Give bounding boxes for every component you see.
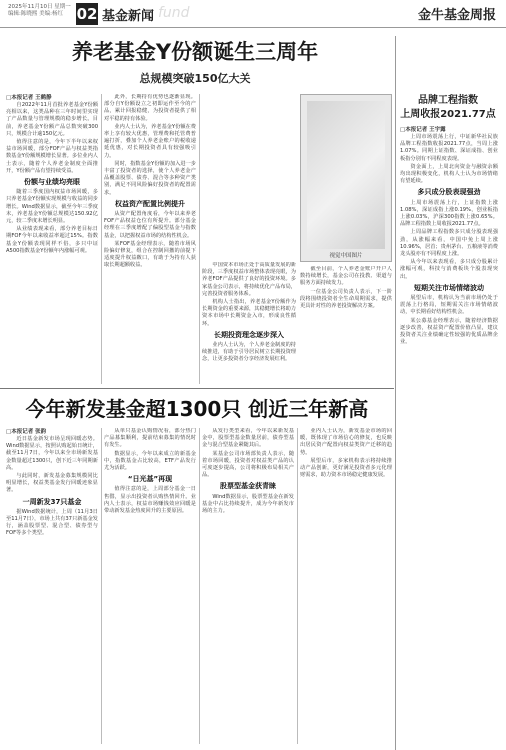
photo-image (307, 101, 385, 249)
story2-column-3 (202, 428, 294, 744)
story1-column-3 (202, 262, 296, 384)
newspaper-brand: 金牛基金周报 (417, 8, 496, 23)
paragraph: 值得注意的是，上周部分基金一日售罄，显示出投资者认购热情回升。业内人士表示，权益市场赚钱效应回暖是带动新发基金热度回升的主要原因。 (104, 486, 196, 515)
story2-column-1 (6, 428, 98, 744)
paragraph: 与此同时，新发基金募集规模同比明显增长，权益类基金发行回暖迹象显著。 (6, 473, 98, 494)
paragraph: 业内人士认为，养老基金Y份额在费率上享有较大优惠，管理费和托管费普遍打折，叠加个人养老金账户的税收递延优惠，对长期投资者具有较强吸引力。 (104, 123, 196, 159)
paragraph: 展望后市，多家机构表示将持续推动产品创新，更好满足投资者多元化理财需求，助力资本市场稳定健康发展。 (300, 457, 392, 479)
subhead: 短期关注市场情绪波动 (414, 283, 484, 292)
subhead: 股票型基金获青睐 (220, 482, 276, 491)
paragraph: 从资产配置角度看，今年以来养老FOF产品权益仓位有所提升。部分基金经理在三季度增配了偏股型基金与指数基金，以把握权益市场的结构性机会。 (104, 211, 196, 239)
sidebar-title-line1: 品牌工程指数 (418, 95, 478, 106)
paragraph: 从发行类型来看，今年以来新发基金中，股票型基金数量居前，债券型基金与混合型基金紧随其后。 (202, 428, 294, 449)
subheadline-story1: 总规模突破150亿大关 (139, 72, 251, 85)
paragraph: 某公募基金经理表示，随着经济数据逐步改善，权益资产配置价值凸显，建议投资者关注业绩确定性较强的优质品牌企业。 (400, 317, 498, 346)
photo-caption: 视觉中国图片 (329, 253, 363, 259)
paragraph: 上周品牌工程指数多只成分股表现强劲，从涨幅来看，中国中免上周上涨10.96%，居首；贵州茅台、五粮液等消费龙头股亦有不同程度上涨。 (400, 229, 498, 258)
paragraph: 上周市场震荡上行，上证指数上涨1.08%，深证成指上涨0.19%，创业板指上涨0.03%，沪深300指数上涨0.65%。品牌工程指数上周收报2021.77点。 (400, 199, 498, 228)
subhead: 权益资产配置比例提升 (115, 199, 185, 208)
paragraph: 资金面上，上周北向资金与融资余额均出现积极变化，机构人士认为市场情绪有望延续。 (400, 163, 498, 185)
story2-column-4 (300, 428, 392, 744)
paragraph: 某基金公司市场部负责人表示，随着市场回暖，投资者对权益类产品的认可度逐步提高，公司将积极布局相关产品。 (202, 450, 294, 479)
paragraph: 一位基金公司负责人表示，下一阶段将围绕投资者全生命周期需求，提供更具针对性的养老投资解决方案。 (300, 288, 392, 310)
news-photo (300, 94, 392, 262)
paragraph: 某FOF基金经理表示，随着市场风险偏好修复，组合在控制回撤的前提下适度提升权益敞口，有助于为持有人获取长期超额收益。 (104, 240, 196, 269)
column-divider (199, 428, 200, 744)
sidebar-title (398, 94, 498, 122)
paragraph: 据Wind数据统计，上周（11月3日至11月7日），市场上共有37只新基金发行，涵盖股票型、混合型、债券型与FOF等多个类型。 (6, 508, 98, 537)
paragraph: 此外，长期持有优势也逐渐显现。部分自Y份额设立之初即运作至今的产品，累计回报稳健，为投资者提供了相对平稳的持有体验。 (104, 94, 196, 122)
story1-column-1 (6, 94, 98, 384)
paragraph: Wind数据显示，股票型基金在新发基金中占比持续提升，成为今年新发市场的主力。 (202, 493, 294, 515)
paragraph: 截至目前，个人养老金账户开户人数持续增长，基金公司在投教、渠道与服务方面持续发力。 (300, 266, 392, 287)
paragraph: 数据显示，今年以来成立的新基金中，指数基金占比较高，ETF产品发行尤为活跃。 (104, 450, 196, 472)
subhead: “日光基”再现 (127, 475, 173, 484)
story2-column-2 (104, 428, 196, 744)
story1-column-4 (300, 266, 392, 384)
sidebar-title-line2: 上周收报2021.77点 (400, 109, 496, 120)
issue-meta: 2025年11月10日 星期一 编辑:陈晓熙 美编:杨红 (8, 4, 71, 17)
byline: □本报记者 张韵 (6, 429, 47, 435)
section-title-en: fund (158, 5, 190, 21)
byline: □本报记者 王宇露 (400, 127, 446, 133)
headline-story1: 养老基金Y份额诞生三周年 (71, 40, 319, 64)
section-title: 基金新闻 (102, 9, 155, 24)
paragraph: 从今年以来表现看，多只成分股累计涨幅可观，科技与消费板块个股表现突出。 (400, 259, 498, 280)
story-divider (0, 388, 394, 389)
subhead: 一周新发37只基金 (22, 497, 82, 506)
sidebar-body (400, 126, 498, 742)
paragraph: 业内人士认为，个人养老金制度的持续推进，有助于引导居民树立长期投资理念，让更多投资者分享经济发展红利。 (202, 342, 296, 363)
paragraph: 业内人士认为，新发基金市场的回暖，既体现了市场信心的修复，也反映出居民资产配置向权益类资产迁移的趋势。 (300, 428, 392, 456)
story1-column-2 (104, 94, 196, 384)
paragraph: 中国资本市场正处于高质量发展的新阶段，三季度权益市场整体表现亮眼，为养老FOF产品提供了良好的投资环境。多家基金公司表示，将持续优化产品布局，完善投资者服务体系。 (202, 262, 296, 297)
paragraph: 自2022年11月首批养老基金Y份额亮相以来，这类品种在三年时间里实现了产品数量与管理规模的稳步增长。目前，养老基金Y份额产品总数突破300只，规模合计逾150亿元。 (6, 102, 98, 137)
paragraph: 展望后市，机构认为当前市场仍处于震荡上行格局，短期需关注市场情绪波动，中长期看好结构性机会。 (400, 295, 498, 316)
subhead: 多只成分股表现强劲 (417, 188, 481, 197)
page-header (0, 0, 506, 28)
paragraph: 随着三季度国内权益市场回暖，多只养老基金Y份额实现规模与收益的同步增长。Wind数据显示，截至今年三季度末，养老基金Y份额总规模达150.92亿元，较二季度末增长明显。 (6, 189, 98, 225)
headline-story2: 今年新发基金超1300只 创近三年新高 (25, 397, 369, 421)
column-divider (101, 94, 102, 384)
subhead: 长期投资理念逐步深入 (214, 330, 284, 339)
paragraph: 机构人士指出，养老基金Y份额作为长期资金的重要来源，其稳健增长将助力资本市场中长期资金入市，形成良性循环。 (202, 299, 296, 327)
page-number: 02 (76, 5, 98, 23)
paragraph: 从业绩表现来看，部分养老目标日期FOF今年以来收益率超过15%。指数基金Y份额表现同样不俗，多只中证A500指数基金Y份额年内涨幅可观。 (6, 226, 98, 254)
subhead: 份额与业绩均亮眼 (24, 178, 80, 187)
paragraph: 同时，指数基金Y份额的加入进一步丰富了投资者的选择，使个人养老金产品覆盖股票、债券、混合等多种资产类别，满足不同风险偏好投资者的配置需求。 (104, 160, 196, 196)
byline: □本报记者 王鹤静 (6, 95, 52, 101)
sidebar-divider (395, 36, 396, 750)
paragraph: 近日基金新发市场呈现回暖态势。Wind数据显示，按照认购起始日统计，截至11月7日，今年以来全市场新发基金数量超过1300只，创下近三年同期新高。 (6, 436, 98, 471)
paragraph: 值得注意的是，今年下半年以来权益市场回暖，部分FOF产品与权益类指数基金Y份额规模增长显著。多位业内人士表示，随着个人养老金制度全面推开，Y份额产品有望持续受益。 (6, 139, 98, 174)
column-divider (297, 428, 298, 744)
column-divider (199, 94, 200, 384)
column-divider (101, 428, 102, 744)
paragraph: 从单只基金认购情况看，部分热门产品募集顺利，提前结束募集的情况时有发生。 (104, 428, 196, 449)
paragraph: 上周市场震荡上行，中证新华社民族品牌工程指数收报2021.77点，当周上涨1.07%。同期上证指数、深证成指、创业板指分别有不同程度表现。 (400, 134, 498, 162)
